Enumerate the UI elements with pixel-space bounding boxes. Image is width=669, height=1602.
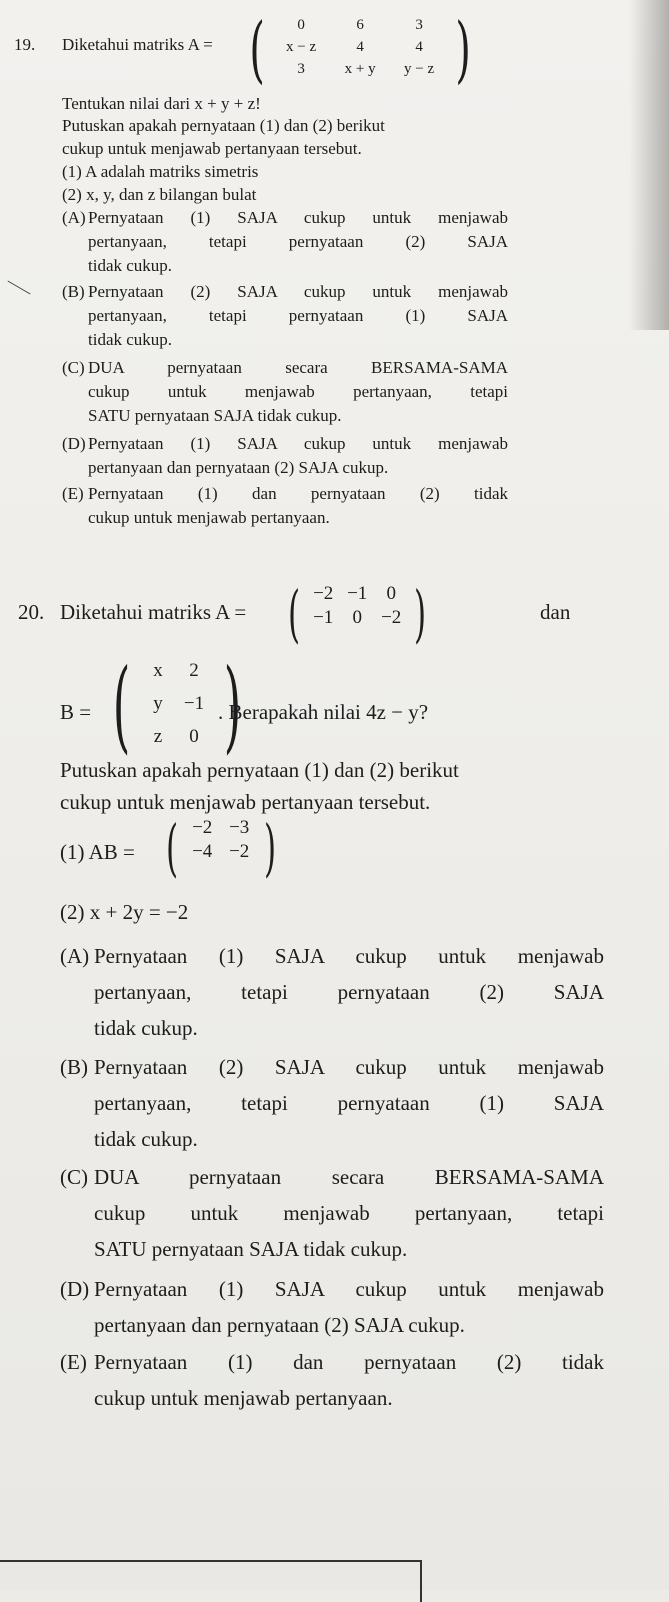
matrix-cell: 6	[356, 16, 364, 33]
option-text-line: pertanyaan, tetapi pernyataan (2) SAJA	[94, 980, 604, 1004]
matrix-cell: y − z	[404, 60, 435, 77]
option-label: (D)	[62, 434, 86, 453]
q20-and: dan	[540, 600, 571, 624]
option-text-line: SATU pernyataan SAJA tidak cukup.	[88, 406, 342, 425]
matrix-cell: −1	[347, 583, 368, 604]
left-paren: (	[166, 811, 179, 884]
q20-question: . Berapakah nilai 4z − y?	[218, 700, 429, 724]
matrix-cell: 3	[297, 60, 305, 77]
matrix-cell: z	[153, 725, 163, 747]
q20-intro: Diketahui matriks A =	[60, 600, 247, 624]
q20-statement-1-label: (1) AB =	[60, 840, 135, 864]
q19-instruction-1: Putuskan apakah pernyataan (1) dan (2) berikut	[62, 116, 385, 135]
option-text-line: Pernyataan (1) SAJA cukup untuk menjawab	[94, 1277, 604, 1301]
matrix-cell: −2	[313, 583, 334, 604]
matrix-cell: x	[153, 659, 163, 681]
option-text-line: Pernyataan (1) dan pernyataan (2) tidak	[88, 484, 508, 503]
q20-matrix-ab-cells	[184, 816, 258, 880]
q20-instruction-2: cukup untuk menjawab pertanyaan tersebut.	[60, 790, 431, 814]
right-paren: )	[264, 811, 277, 884]
q20-matrix-b-cells	[141, 654, 213, 758]
option-text-line: Pernyataan (1) SAJA cukup untuk menjawab	[94, 944, 604, 968]
matrix-cell: −1	[313, 607, 334, 628]
matrix-cell: 0	[386, 583, 396, 604]
option-label: (A)	[60, 944, 90, 968]
option-label: (A)	[62, 208, 86, 227]
q20-matrix-ab	[160, 811, 282, 884]
option-text-line: tidak cukup.	[94, 1127, 198, 1151]
option-text-line: cukup untuk menjawab pertanyaan, tetapi	[94, 1201, 604, 1225]
q20-matrix-a	[282, 577, 432, 650]
option-text-line: pertanyaan dan pernyataan (2) SAJA cukup.	[94, 1313, 465, 1337]
option-text-line: DUA pernyataan secara BERSAMA-SAMA	[88, 358, 508, 377]
q19-number: 19.	[14, 35, 36, 54]
q19-instruction-2: cukup untuk menjawab pertanyaan tersebut.	[62, 139, 362, 158]
option-text-line: cukup untuk menjawab pertanyaan.	[88, 508, 330, 527]
option-text-line: tidak cukup.	[88, 330, 173, 349]
matrix-cell: 2	[189, 659, 199, 681]
q20-number: 20.	[18, 600, 45, 624]
q20-statement-2: (2) x + 2y = −2	[60, 900, 189, 924]
option-text-line: cukup untuk menjawab pertanyaan, tetapi	[88, 382, 508, 401]
option-label: (D)	[60, 1277, 90, 1301]
option-text-line: pertanyaan, tetapi pernyataan (1) SAJA	[94, 1091, 604, 1115]
matrix-cell: −1	[183, 692, 205, 714]
option-text-line: pertanyaan, tetapi pernyataan (2) SAJA	[88, 232, 508, 251]
matrix-cell: 0	[352, 607, 362, 628]
q20-matrix-a-cells	[306, 582, 408, 646]
option-label: (C)	[62, 358, 85, 377]
option-label: (B)	[60, 1055, 88, 1079]
matrix-cell: 0	[297, 16, 305, 33]
matrix-cell: −4	[192, 841, 213, 862]
right-paren: )	[455, 7, 471, 91]
q19-matrix-a	[243, 7, 477, 91]
option-label: (E)	[62, 484, 84, 503]
option-text-line: cukup untuk menjawab pertanyaan.	[94, 1386, 393, 1410]
matrix-cell: 3	[415, 16, 423, 33]
matrix-cell: −3	[229, 817, 250, 838]
matrix-cell: −2	[381, 607, 402, 628]
option-text-line: SATU pernyataan SAJA tidak cukup.	[94, 1237, 408, 1261]
left-paren: (	[288, 577, 301, 650]
option-text-line: tidak cukup.	[88, 256, 173, 275]
right-paren: )	[223, 647, 242, 764]
option-text-line: pertanyaan dan pernyataan (2) SAJA cukup.	[88, 458, 389, 477]
right-paren: )	[414, 577, 427, 650]
q19-matrix-cells	[271, 14, 449, 84]
q19-statement-1: (1) A adalah matriks simetris	[62, 162, 259, 181]
matrix-cell: −2	[229, 841, 250, 862]
left-paren: (	[112, 647, 131, 764]
q19-statement-2: (2) x, y, dan z bilangan bulat	[62, 185, 257, 204]
matrix-cell: y	[153, 692, 163, 714]
matrix-cell: 0	[189, 725, 199, 747]
q19-question: Tentukan nilai dari x + y + z!	[62, 94, 261, 113]
matrix-cell: 4	[415, 38, 423, 55]
matrix-cell: 4	[356, 38, 364, 55]
q20-b-label: B =	[60, 700, 92, 724]
matrix-cell: −2	[192, 817, 213, 838]
option-label: (E)	[60, 1350, 87, 1374]
option-label: (B)	[62, 282, 85, 301]
option-text-line: pertanyaan, tetapi pernyataan (1) SAJA	[88, 306, 508, 325]
option-text-line: Pernyataan (1) dan pernyataan (2) tidak	[94, 1350, 604, 1374]
option-text-line: Pernyataan (2) SAJA cukup untuk menjawab	[94, 1055, 604, 1079]
page-shadow	[629, 0, 669, 330]
option-text-line: Pernyataan (1) SAJA cukup untuk menjawab	[88, 434, 508, 453]
answer-box-edge	[0, 1560, 422, 1602]
option-text-line: DUA pernyataan secara BERSAMA-SAMA	[94, 1165, 604, 1189]
q19-intro: Diketahui matriks A =	[62, 35, 213, 54]
q20-instruction-1: Putuskan apakah pernyataan (1) dan (2) berikut	[60, 758, 459, 782]
option-text-line: Pernyataan (2) SAJA cukup untuk menjawab	[88, 282, 508, 301]
matrix-cell: x − z	[286, 38, 317, 55]
left-paren: (	[249, 7, 265, 91]
option-label: (C)	[60, 1165, 88, 1189]
option-text-line: tidak cukup.	[94, 1016, 198, 1040]
matrix-cell: x + y	[344, 60, 376, 77]
option-text-line: Pernyataan (1) SAJA cukup untuk menjawab	[88, 208, 508, 227]
